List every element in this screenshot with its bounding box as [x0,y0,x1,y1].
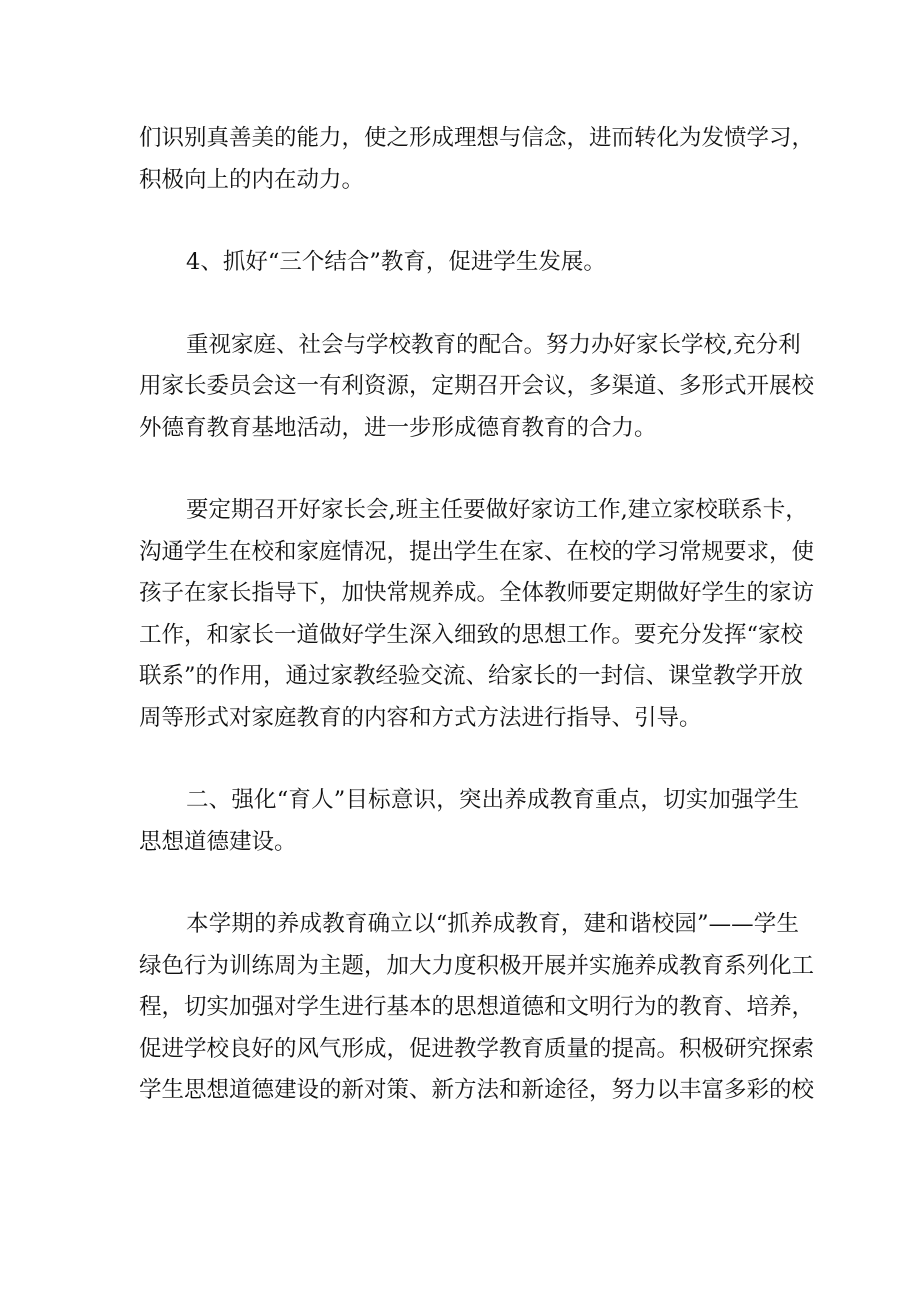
text-line: 重视家庭、社会与学校教育的配合。努力办好家长学校,充分利 [186,331,801,358]
text-line: 积极向上的内在动力。 [139,166,365,193]
heading-text: 二、强化“育人”目标意识，突出养成教育重点，切实加强学生 [186,787,799,813]
paragraph-habit-education [139,904,815,1112]
text-line: 沟通学生在校和家庭情况，提出学生在家、在校的学习常规要求，使 [139,538,815,565]
paragraph-continuation [139,118,815,201]
text-line: 要定期召开好家长会,班主任要做好家访工作,建立家校联系卡， [186,497,808,523]
text-line: 孩子在家长指导下，加快常规养成。全体教师要定期做好学生的家访 [139,580,815,606]
text-line: 学生思想道德建设的新对策、新方法和新途径，努力以丰富多彩的校 [139,1077,815,1103]
paragraph-parent-meetings [139,490,815,739]
text-line: 促进学校良好的风气形成，促进教学教育质量的提高。积极研究探索 [139,1035,815,1062]
text-line: 绿色行为训练周为主题，加大力度积极开展并实施养成教育系列化工 [139,952,815,979]
text-line: 工作，和家长一道做好学生深入细致的思想工作。要充分发挥“家校 [139,621,804,648]
document-body [139,118,815,1153]
text-line: 联系”的作用，通过家教经验交流、给家长的一封信、课堂教学开放 [139,663,804,689]
text-line: 们识别真善美的能力，使之形成理想与信念，进而转化为发愤学习， [139,125,815,151]
section-heading-4 [139,242,799,284]
text-line: 用家长委员会这一有利资源，定期召开会议，多渠道、多形式开展校 [139,373,815,399]
text-line: 本学期的养成教育确立以“抓养成教育，建和谐校园”——学生 [186,911,799,937]
paragraph-family-cooperation [139,325,815,450]
heading-text: 4、抓好“三个结合”教育，促进学生发展。 [186,249,606,275]
heading-text: 思想道德建设。 [139,828,297,855]
text-line: 周等形式对家庭教育的内容和方式方法进行指导、引导。 [139,704,702,731]
section-heading-2 [139,780,799,863]
text-line: 程，切实加强对学生进行基本的思想道德和文明行为的教育、培养， [139,994,815,1020]
text-line: 外德育教育基地活动，进一步形成德育教育的合力。 [139,414,657,441]
